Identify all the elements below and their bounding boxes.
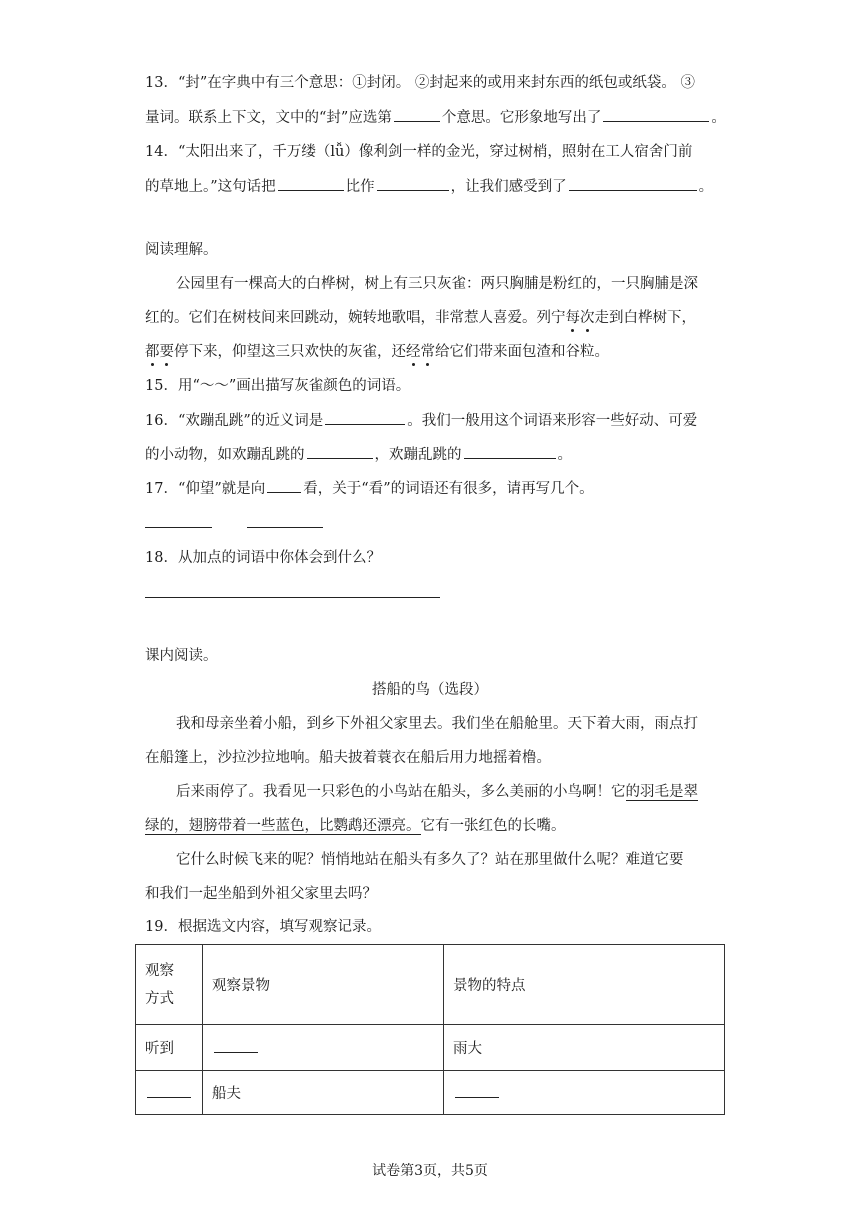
section-heading-reading: 阅读理解。	[145, 242, 218, 258]
dotted-char: 经	[406, 344, 421, 360]
header-cell: 观察 方式	[136, 945, 203, 1025]
answer-line[interactable]	[145, 527, 212, 528]
table-row	[136, 1071, 725, 1115]
dotted-char: 常	[420, 344, 435, 360]
observation-table	[135, 944, 725, 1115]
answer-line[interactable]	[145, 597, 440, 598]
q16-line1: 16．“欢蹦乱跳”的近义词是 。我们一般用这个词语来形容一些好动、可爱	[145, 410, 697, 431]
table-row	[136, 945, 725, 1025]
answer-blank[interactable]	[455, 1083, 499, 1098]
answer-blank[interactable]	[147, 1083, 191, 1098]
passage1-line3: 都要停下来，仰望这三只欢快的灰雀，还经常给它们带来面包渣和谷粒。	[145, 344, 609, 360]
passage2-line2: 在船篷上，沙拉沙拉地响。船夫披着蓑衣在船后用力地摇着橹。	[145, 750, 551, 766]
dotted-char: 每	[565, 310, 580, 326]
table-row	[136, 1025, 725, 1071]
q18: 18．从加点的词语中你体会到什么？	[145, 550, 381, 566]
underlined-text: 绿的，翅膀带着一些蓝色，比鹦鹉还漂亮。	[145, 818, 421, 834]
q13-line1: 13．“封”在字典中有三个意思：①封闭。 ②封起来的或用来封东西的纸包或纸袋。 ③	[145, 75, 695, 91]
table-cell[interactable]	[203, 1025, 444, 1071]
passage2-line5: 它什么时候飞来的呢？悄悄地站在船头有多久了？站在那里做什么呢？难道它要	[176, 852, 684, 868]
answer-blank[interactable]	[569, 176, 697, 191]
passage2-line4: 绿的，翅膀带着一些蓝色，比鹦鹉还漂亮。它有一张红色的长嘴。	[145, 818, 566, 834]
underlined-text: 的羽毛是翠	[625, 784, 698, 800]
table-cell: 船夫	[203, 1071, 444, 1115]
passage2-line1: 我和母亲坐着小船，到乡下外祖父家里去。我们坐在船舱里。天下着大雨，雨点打	[176, 716, 698, 732]
passage1-line2: 红的。它们在树枝间来回跳动，婉转地歌唱，非常惹人喜爱。列宁每次走到白桦树下，	[145, 310, 696, 326]
answer-blank[interactable]	[394, 107, 440, 122]
answer-blank[interactable]	[278, 176, 344, 191]
q15: 15．用“～～”画出描写灰雀颜色的词语。	[145, 378, 411, 394]
answer-blank[interactable]	[464, 444, 556, 459]
table-cell: 听到	[136, 1025, 203, 1071]
q17-line1: 17．“仰望”就是向 看，关于“看”的词语还有很多，请再写几个。	[145, 478, 594, 499]
q19: 19．根据选文内容，填写观察记录。	[145, 919, 381, 935]
section-heading-inclass: 课内阅读。	[145, 648, 218, 664]
answer-blank[interactable]	[325, 410, 405, 425]
answer-blank[interactable]	[603, 107, 709, 122]
answer-line[interactable]	[247, 527, 323, 528]
passage1-line1: 公园里有一棵高大的白桦树，树上有三只灰雀：两只胸脯是粉红的，一只胸脯是深	[176, 276, 698, 292]
table-cell[interactable]	[136, 1071, 203, 1115]
dotted-char: 要	[159, 344, 174, 360]
q14-line1: 14．“太阳出来了，千万缕（lǚ）像利剑一样的金光，穿过树梢，照射在工人宿舍门前	[145, 144, 693, 160]
answer-blank[interactable]	[214, 1038, 258, 1053]
dotted-char: 都	[145, 344, 160, 360]
passage2-title: 搭船的鸟（选段）	[372, 682, 488, 698]
page-footer: 试卷第3页，共5页	[372, 1163, 488, 1179]
table-cell: 雨大	[444, 1025, 725, 1071]
answer-blank[interactable]	[267, 478, 301, 493]
q16-line2: 的小动物，如欢蹦乱跳的 ，欢蹦乱跳的 。	[145, 444, 572, 465]
q14-line2: 的草地上。”这句话把 比作 ，让我们感受到了 。	[145, 176, 713, 197]
answer-blank[interactable]	[307, 444, 373, 459]
header-cell: 观察景物	[203, 945, 444, 1025]
header-cell: 景物的特点	[444, 945, 725, 1025]
passage2-line6: 和我们一起坐船到外祖父家里去吗？	[145, 886, 377, 902]
answer-blank[interactable]	[377, 176, 449, 191]
passage2-line3: 后来雨停了。我看见一只彩色的小鸟站在船头，多么美丽的小鸟啊！它的羽毛是翠	[176, 784, 698, 800]
q13-line2: 量词。联系上下文，文中的“封”应选第 个意思。它形象地写出了 。	[145, 107, 726, 128]
table-cell[interactable]	[444, 1071, 725, 1115]
dotted-char: 次	[580, 310, 595, 326]
